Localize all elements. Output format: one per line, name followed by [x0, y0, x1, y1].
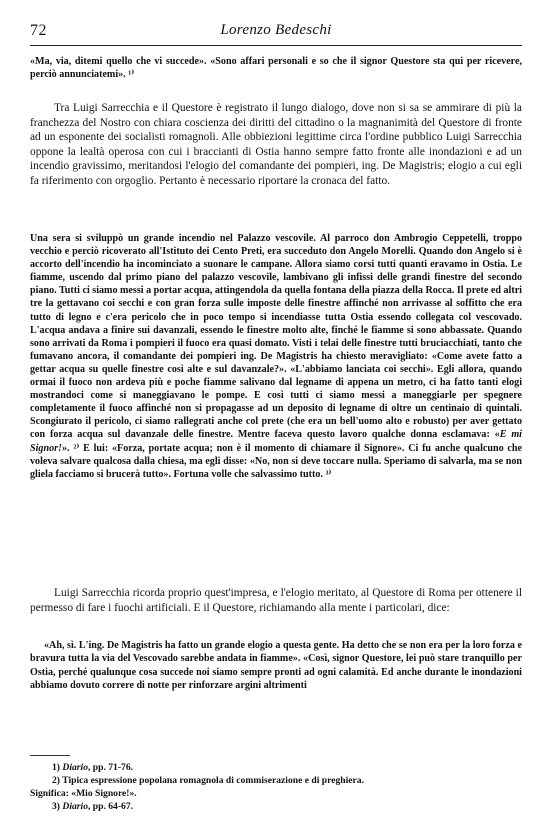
paragraph-block-2	[30, 101, 522, 189]
paragraph-block-3	[30, 232, 522, 481]
paragraph-fire-chronicle	[30, 232, 522, 481]
running-title: Lorenzo Bedeschi	[220, 22, 332, 38]
paragraph-quote-questore: «Ah, sì. L'ing. De Magistris ha fatto un grande elogio a questa gente. Ha detto che se non era per la loro forza e bravura tutta la via del Vescovado sarebbe andata in fiamme». «Così, signor Questore, lei può stare tranquillo per Ostia, perché qualunque cosa succede noi siamo sempre pronti ad ogni calamità. Ed anche durante le inondazioni abbiamo dovuto correre di notte per rinforzare argini altrimenti	[30, 640, 522, 692]
quote-block-1	[30, 55, 522, 82]
footnote-3-rest: , pp. 64-67.	[88, 801, 134, 812]
chronicle-exclamation: E mi Signor!	[30, 429, 522, 454]
footnote-rule	[30, 755, 70, 756]
footnotes	[30, 761, 522, 813]
footnote-3	[52, 800, 522, 813]
footnote-3-title: Diario	[62, 801, 88, 812]
quote-block-5	[30, 639, 522, 693]
chronicle-text-end: ». ²⁾ E lui: «Forza, portate acqua; non è il momento di chiamare il Signore». Ci fu anche qualcuno che voleva salvare qualcosa dalla chiesa, ma egli disse: «No, non si deve toccare nulla. Speriamo di salvarla, ma se non gliela facciamo si brucerà tutto». Fortuna volle che salvassimo tutto. ³⁾	[30, 442, 522, 480]
paragraph-questore: Luigi Sarrecchia ricorda proprio quest'impresa, e l'elogio meritato, al Questore di Roma per ottenere il permesso di fare i fuochi artificiali. E il Questore, richiamando alla mente i particolari, dice:	[30, 587, 522, 614]
footnote-1-mark: 1)	[52, 762, 60, 773]
footnote-2-continued: Significa: «Mio Signore!».	[30, 788, 137, 799]
footnote-1	[52, 761, 522, 774]
page-header	[30, 22, 522, 44]
footnote-1-rest: , pp. 71-76.	[88, 762, 134, 773]
page-number: 72	[30, 22, 47, 39]
footnote-2-mark: 2)	[52, 775, 60, 786]
paragraph-dialogue-intro: Tra Luigi Sarrecchia e il Questore è registrato il lungo dialogo, dove non si sa se ammirare di più la franchezza del Nostro con chiara coscienza dei diritti del cittadino o la magnanimità del Questore di fronte ad un esponente dei socialisti romagnoli. Alle obbiezioni legittime circa l'ordine pubblico Luigi Sarrecchia oppone la lealtà operosa con cui i braccianti di Ostia hanno sempre fatto fronte alle inondazioni e ad un incendio gravissimo, meritandosi l'elogio del comandante dei pompieri, ing. De Magistris; elogio a cui egli fa riferimento con orgoglio. Pertanto è necessario riportare la cronaca del fatto.	[30, 102, 522, 187]
footnote-2-line-1: Tipica espressione popolana romagnola di commiserazione e di preghiera.	[62, 775, 364, 786]
footnote-3-mark: 3)	[52, 801, 60, 812]
footnote-2	[52, 774, 522, 787]
footnote-1-title: Diario	[62, 762, 88, 773]
chronicle-text: Una sera si sviluppò un grande incendio nel Palazzo vescovile. Al parroco don Ambrogio Ceppetelli, troppo vecchio e perciò ricoverato all'Istituto dei Cento Preti, era succeduto don Angelo Morelli. Quando don Angelo si è accorto dell'incendio ha incominciato a suonare le campane. Allora siamo corsi tutti quanti eravamo in Ostia. Le fiamme, uscendo dal primo piano del palazzo vescovile, lambivano gli infissi delle grandi finestre del secondo piano. Tutti ci siamo messi a portar acqua, attingendola da quella fontana della piazza della Rocca. Il prete ed altri tre la gettavano coi secchi e con gran forza sulle imposte delle finestre affinché non arrivasse al soffitto che era tutto di legno e c'era pericolo che in poco tempo si incendiasse tutta Ostia essendo collegata col vescovado. L'acqua andava a finire sui davanzali, essendo le finestre molto alte, finché le fiamme si sono abbassate. Quando sono arrivati da Roma i pompieri il fuoco era quasi domato. Visti i telai delle finestre tutti bruciacchiati, tanto che fumavano ancora, il comandante dei pompieri ing. De Magistris ha chiesto meravigliato: «Come avete fatto a gettar acqua su quelle finestre così alte e sul davanzale?». «L'abbiamo lanciata coi secchi». Egli allora, quando ormai il fuoco non ardeva più e poche fiamme salivano dal legname di appena un metro, ci ha fatto tanti elogi mostrandoci come si maneggiavano le pompe. E così tutti ci siamo messi a maneggiarle per spegnere completamente il fuoco affinché non si propagasse ad un deposito di legname di oltre un centinaio di quintali. Scongiurato il pericolo, ci siamo rallegrati anche col prete (che era un bell'uomo alto e robusto) per aver gettato con forza acqua sul davanzale delle finestre. Mentre faceva questo lavoro qualche donna esclamava: «	[30, 233, 522, 441]
paragraph-block-4	[30, 586, 522, 615]
header-rule	[30, 45, 522, 46]
paragraph-quote-1: «Ma, via, ditemi quello che vi succede». «Sono affari personali e so che il signor Questore sta qui per ricevere, perciò annunciatemi». ¹⁾	[30, 56, 522, 81]
